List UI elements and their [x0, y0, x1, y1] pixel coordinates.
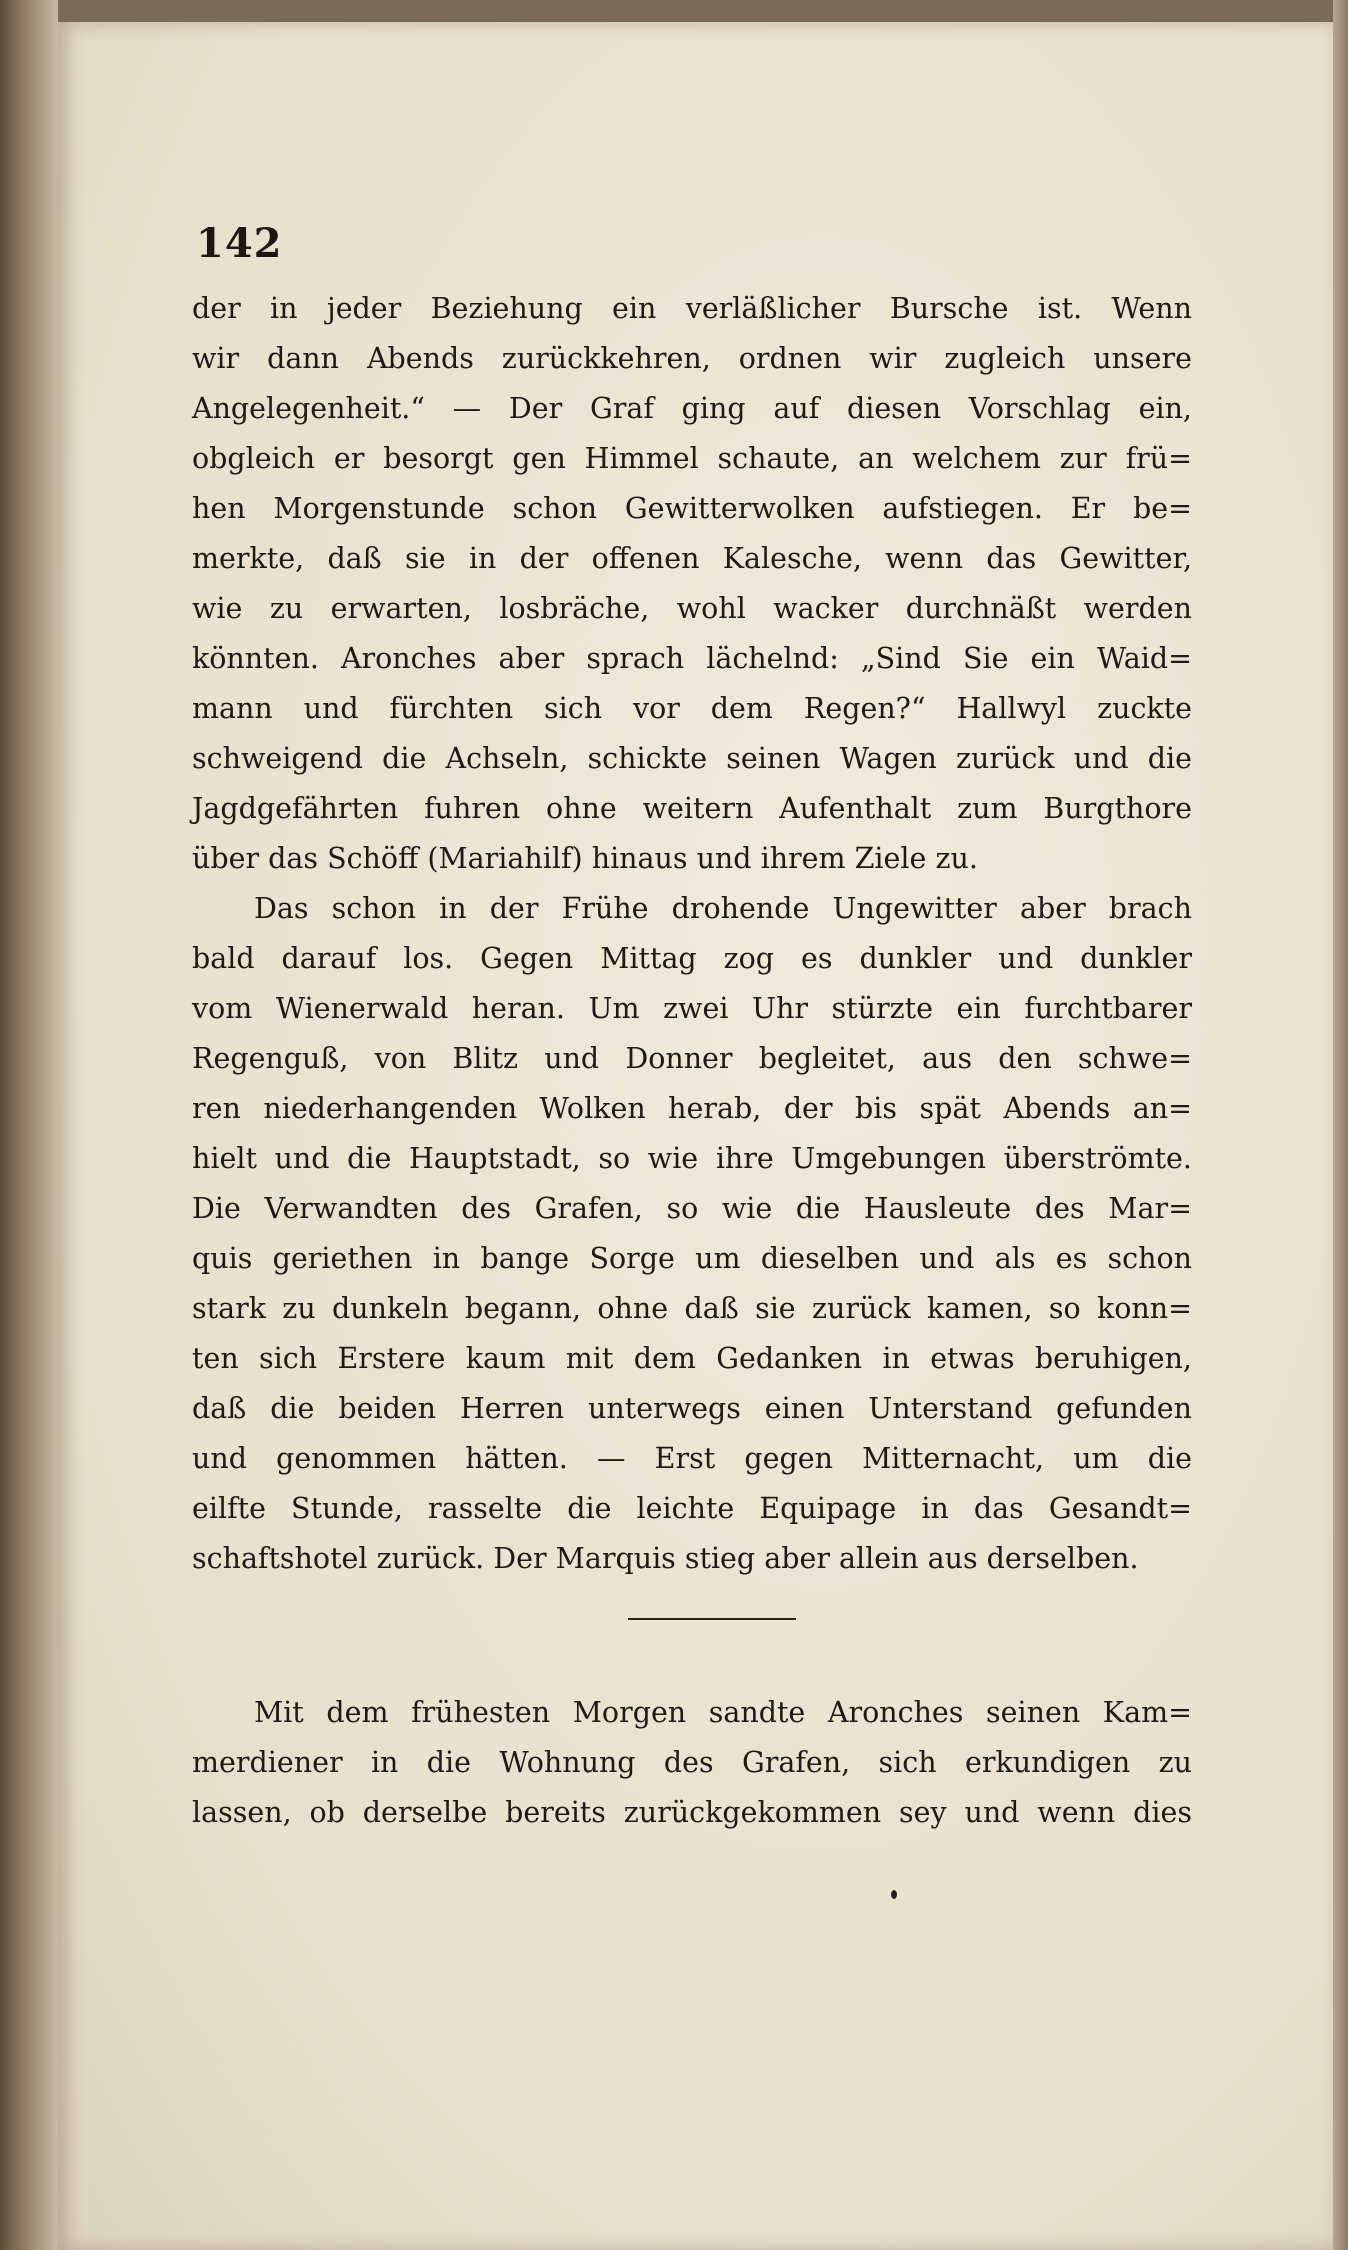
- text-line: wie zu erwarten, losbräche, wohl wacker durchnäßt werden: [192, 592, 1192, 625]
- text-line: mann und fürchten sich vor dem Regen?“ Hallwyl zuckte: [192, 692, 1192, 725]
- text-line: Jagdgefährten fuhren ohne weitern Aufenthalt zum Burgthore: [192, 792, 1192, 825]
- text-line: vom Wienerwald heran. Um zwei Uhr stürzte ein furchtbarer: [192, 992, 1192, 1025]
- main-text: [192, 284, 1192, 1584]
- book-spine-edge: [0, 0, 58, 2250]
- text-line: schaftshotel zurück. Der Marquis stieg aber allein aus derselben.: [192, 1542, 1139, 1575]
- text-line: bald darauf los. Gegen Mittag zog es dunkler und dunkler: [192, 942, 1192, 975]
- section-divider: [628, 1618, 796, 1620]
- text-line: Angelegenheit.“ — Der Graf ging auf diesen Vorschlag ein,: [192, 392, 1192, 425]
- text-line: der in jeder Beziehung ein verläßlicher Bursche ist. Wenn: [192, 292, 1192, 325]
- text-line: Regenguß, von Blitz und Donner begleitet, aus den schwe=: [192, 1042, 1192, 1075]
- text-line: lassen, ob derselbe bereits zurückgekommen sey und wenn dies: [192, 1796, 1192, 1829]
- text-line: daß die beiden Herren unterwegs einen Unterstand gefunden: [192, 1392, 1192, 1425]
- text-line: ten sich Erstere kaum mit dem Gedanken in etwas beruhigen,: [192, 1342, 1192, 1375]
- text-line: obgleich er besorgt gen Himmel schaute, an welchem zur frü=: [192, 442, 1192, 475]
- text-line: merkte, daß sie in der offenen Kalesche, wenn das Gewitter,: [192, 542, 1192, 575]
- page-right-edge: [1333, 0, 1348, 2250]
- text-line: Mit dem frühesten Morgen sandte Aronches seinen Kam=: [254, 1696, 1192, 1729]
- text-line: und genommen hätten. — Erst gegen Mitternacht, um die: [192, 1442, 1192, 1475]
- text-line: Die Verwandten des Grafen, so wie die Hausleute des Mar=: [192, 1192, 1192, 1225]
- page-number: 142: [196, 220, 283, 267]
- text-line: schweigend die Achseln, schickte seinen Wagen zurück und die: [192, 742, 1192, 775]
- text-line: wir dann Abends zurückkehren, ordnen wir zugleich unsere: [192, 342, 1192, 375]
- ink-speck: [891, 1890, 897, 1899]
- section-text: [192, 1688, 1192, 1838]
- text-line: hielt und die Hauptstadt, so wie ihre Umgebungen überströmte.: [192, 1142, 1192, 1175]
- text-line: könnten. Aronches aber sprach lächelnd: „Sind Sie ein Waid=: [192, 642, 1192, 675]
- text-line: stark zu dunkeln begann, ohne daß sie zurück kamen, so konn=: [192, 1292, 1192, 1325]
- text-line: eilfte Stunde, rasselte die leichte Equipage in das Gesandt=: [192, 1492, 1192, 1525]
- text-line: hen Morgenstunde schon Gewitterwolken aufstiegen. Er be=: [192, 492, 1192, 525]
- text-line: merdiener in die Wohnung des Grafen, sich erkundigen zu: [192, 1746, 1192, 1779]
- text-line: Das schon in der Frühe drohende Ungewitter aber brach: [254, 892, 1192, 925]
- text-line: ren niederhangenden Wolken herab, der bis spät Abends an=: [192, 1092, 1192, 1125]
- text-line: quis geriethen in bange Sorge um dieselben und als es schon: [192, 1242, 1192, 1275]
- text-line: über das Schöff (Mariahilf) hinaus und ihrem Ziele zu.: [192, 842, 978, 875]
